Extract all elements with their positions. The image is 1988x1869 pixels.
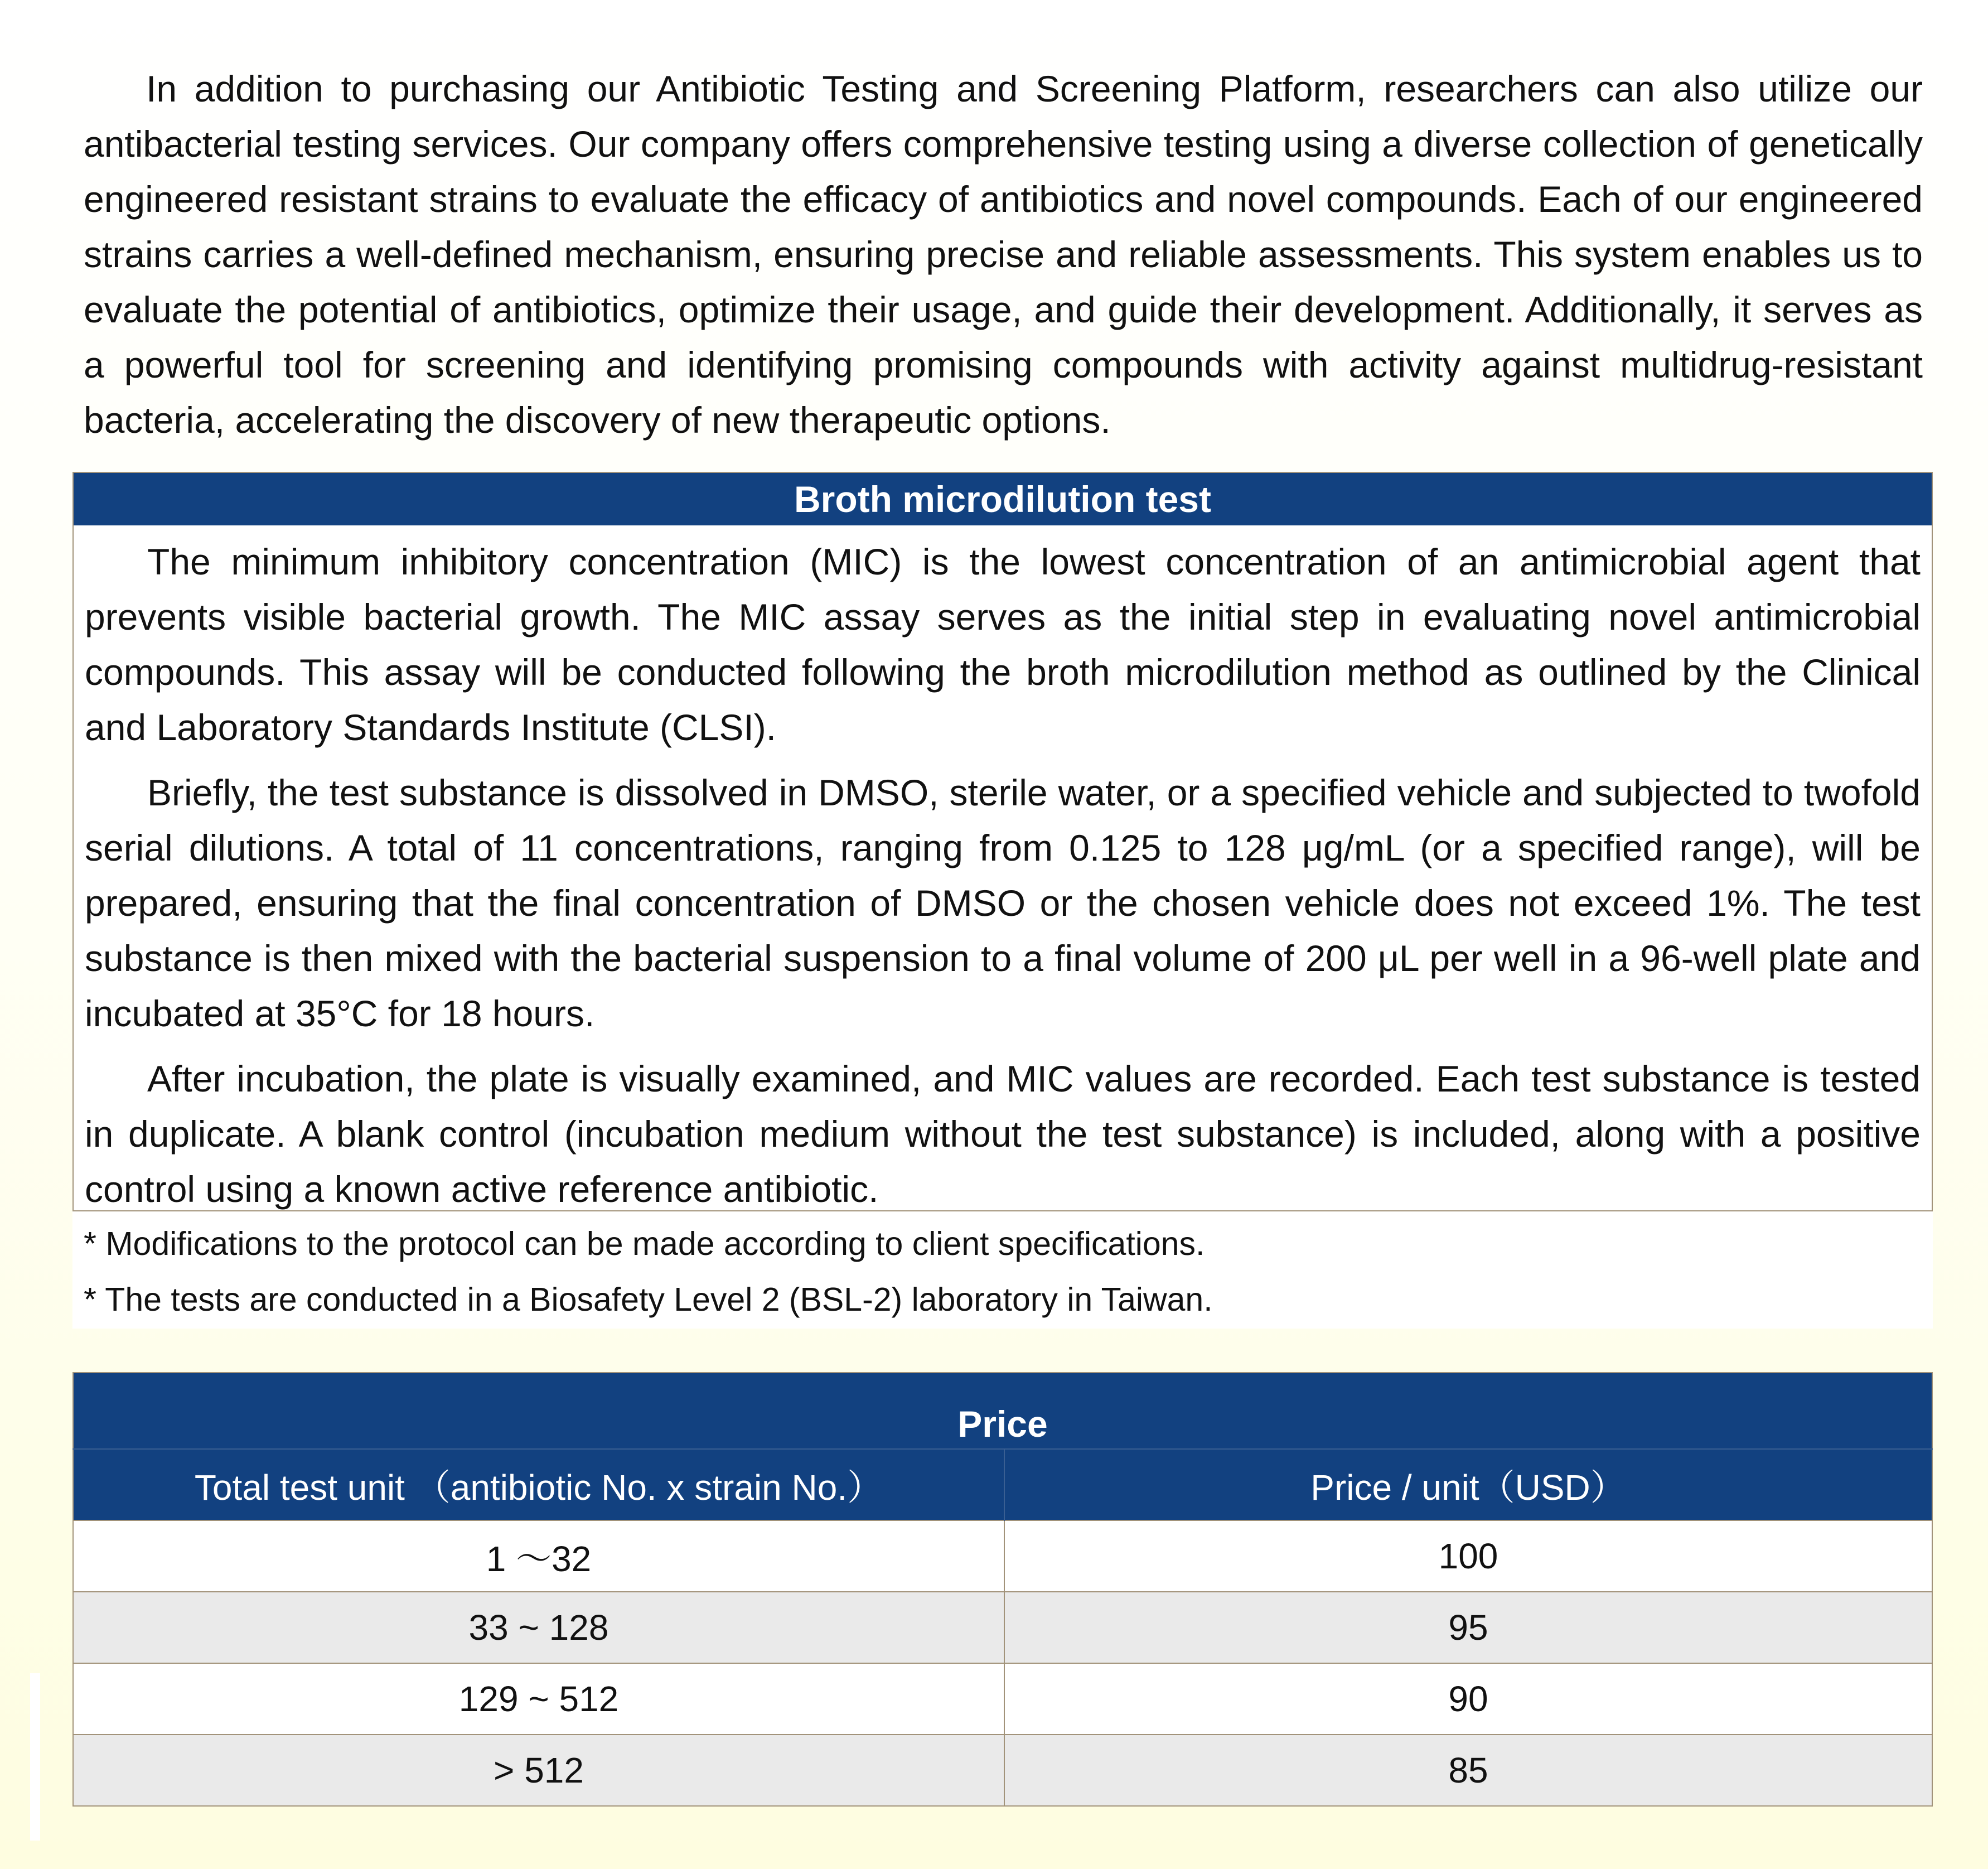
broth-paragraph-mic: The minimum inhibitory concentration (MIC) is the lowest concentration of an antimicrobial agent that prevents visible bacterial growth. The MIC assay serves as the initial step in evaluating novel antimicrobial compounds. This assay will be conducted following the broth microdilution method as outlined by the Clinical and Laboratory Standards Institute (CLSI). (85, 541, 1921, 748)
cell-units: 33 ~ 128 (73, 1592, 1004, 1663)
cell-price: 95 (1004, 1592, 1932, 1663)
intro-paragraph: In addition to purchasing our Antibiotic Testing and Screening Platform, researchers can also utilize our antibacterial testing services. Our company offers comprehensive testing using a diverse collection of genetically engineered resistant strains to evaluate the efficacy of antibiotics and novel compounds. Each of our engineered strains carries a well-defined mechanism, ensuring precise and reliable assessments. This system enables us to evaluate the potential of antibiotics, optimize their usage, and guide their development. Additionally, it serves as a powerful tool for screening and identifying promising compounds with activity against multidrug-resistant bacteria, accelerating the discovery of new therapeutic options. (84, 68, 1923, 441)
column-header-price-per-unit: Price / unit（USD） (1004, 1449, 1932, 1520)
footnote-biosafety: * The tests are conducted in a Biosafety Level 2 (BSL-2) laboratory in Taiwan. (84, 1281, 1213, 1318)
footnotes (72, 1211, 1933, 1329)
column-header-total-test-unit: Total test unit （antibiotic No. x strain No.） (73, 1449, 1004, 1520)
cell-units: > 512 (73, 1735, 1004, 1806)
cell-price: 85 (1004, 1735, 1932, 1806)
table-row (73, 1735, 1932, 1806)
cell-price: 100 (1004, 1520, 1932, 1592)
table-row (73, 1663, 1932, 1735)
cell-units: 1 ～32 (73, 1520, 1004, 1592)
broth-paragraph-procedure: Briefly, the test substance is dissolved in DMSO, sterile water, or a specified vehicle and subjected to twofold serial dilutions. A total of 11 concentrations, ranging from 0.125 to 128 μg/mL (or a specified range), will be prepared, ensuring that the final concentration of DMSO or the chosen vehicle does not exceed 1%. The test substance is then mixed with the bacterial suspension to a final volume of 200 μL per well in a 96-well plate and incubated at 35°C for 18 hours. (85, 772, 1921, 1034)
table-row (73, 1520, 1932, 1592)
left-edge-strip (30, 1673, 40, 1841)
table-row (73, 1592, 1932, 1663)
cell-units: 129 ~ 512 (73, 1663, 1004, 1735)
price-table (72, 1372, 1933, 1807)
broth-microdilution-panel (72, 472, 1933, 1211)
footnote-modifications: * Modifications to the protocol can be made according to client specifications. (84, 1225, 1205, 1262)
cell-price: 90 (1004, 1663, 1932, 1735)
broth-panel-body (74, 525, 1932, 1217)
price-table-title: Price (73, 1373, 1932, 1449)
broth-panel-title: Broth microdilution test (74, 473, 1932, 525)
broth-paragraph-incubation: After incubation, the plate is visually examined, and MIC values are recorded. Each test substance is tested in duplicate. A blank control (incubation medium without the test substance) is included, along with a positive control using a known active reference antibiotic. (85, 1058, 1921, 1210)
